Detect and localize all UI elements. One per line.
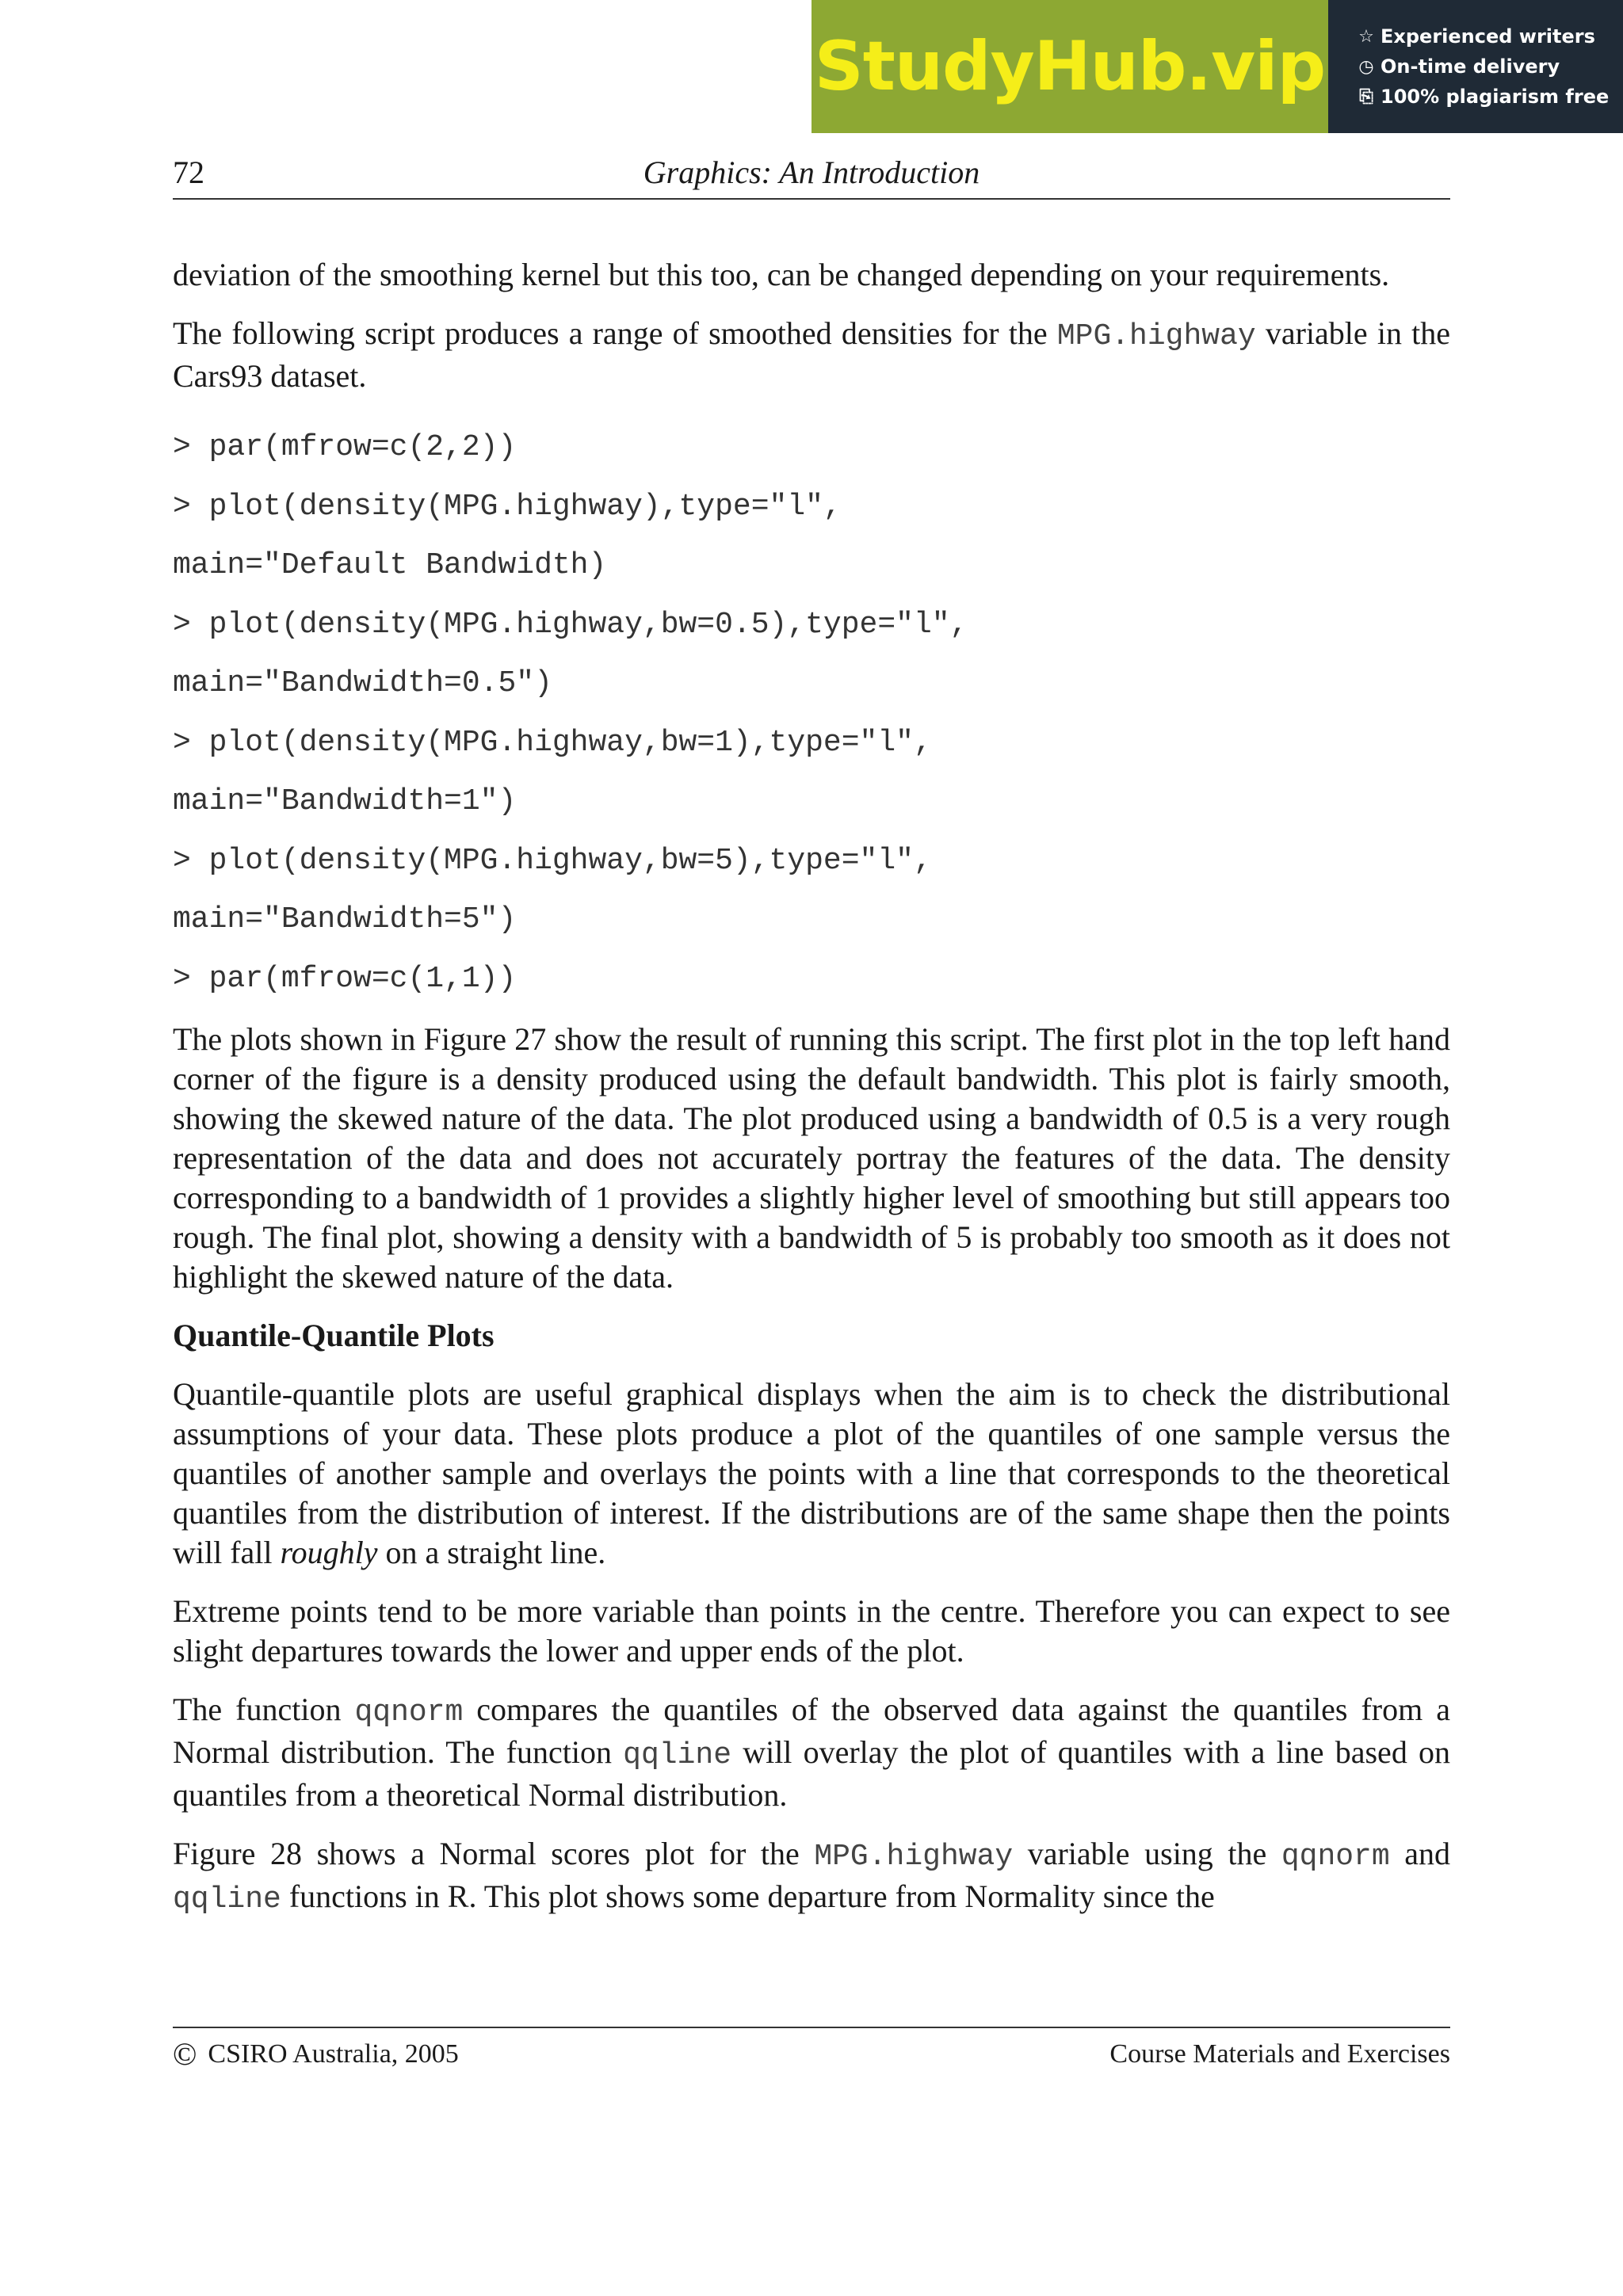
running-title: Graphics: An Introduction xyxy=(643,154,980,190)
text-run: variable in the Cars93 dataset. xyxy=(173,315,1450,394)
code-line: > par(mfrow=c(1,1)) xyxy=(173,961,517,996)
code-line: main="Default Bandwidth) xyxy=(173,548,607,582)
banner-feature-writers xyxy=(1357,25,1623,48)
page-content xyxy=(173,255,1450,1939)
code-line: main="Bandwidth=5") xyxy=(173,902,517,936)
banner-feature-plagiarism xyxy=(1357,86,1623,108)
code-line: > plot(density(MPG.highway,bw=1),type="l", xyxy=(173,725,932,760)
running-header xyxy=(173,154,1450,200)
code-line: > plot(density(MPG.highway,bw=0.5),type="l", xyxy=(173,607,968,642)
text-run: compares the quantiles of the observed data against the quantiles from a Normal distribution. The function xyxy=(173,1691,1450,1770)
text-run: The following script produces a range of smoothed densities for the xyxy=(173,315,1057,351)
inline-code: MPG.highway xyxy=(814,1840,1014,1874)
text-run: The function xyxy=(173,1691,355,1727)
copyright-text: CSIRO Australia, 2005 xyxy=(208,2039,459,2069)
studyhub-logo[interactable]: StudyHub.vip xyxy=(814,27,1326,106)
text-run: functions in R. This plot shows some departure from Normality since the xyxy=(281,1878,1215,1914)
text-run: will overlay the plot of quantiles with a line based on quantiles from a theoretical Normal distribution. xyxy=(173,1734,1451,1813)
banner-features xyxy=(1328,0,1623,133)
page-number: 72 xyxy=(173,154,204,190)
inline-code: qqnorm xyxy=(354,1695,464,1730)
paragraph-2 xyxy=(173,314,1450,396)
inline-code: MPG.highway xyxy=(1056,319,1256,353)
inline-code: qqnorm xyxy=(1281,1840,1390,1874)
code-line: main="Bandwidth=0.5") xyxy=(173,666,552,700)
paragraph-4 xyxy=(173,1375,1450,1573)
paragraph-1: deviation of the smoothing kernel but this too, can be changed depending on your requirements. xyxy=(173,257,1390,292)
code-line: main="Bandwidth=1") xyxy=(173,784,517,818)
banner-feature-label: 100% plagiarism free xyxy=(1381,86,1610,108)
ad-banner[interactable] xyxy=(812,0,1623,133)
paragraph-7 xyxy=(173,1834,1450,1920)
inline-code: qqline xyxy=(173,1882,281,1917)
code-line: > plot(density(MPG.highway),type="l", xyxy=(173,489,842,524)
inline-code: qqline xyxy=(623,1738,731,1772)
section-heading: Quantile-Quantile Plots xyxy=(173,1318,495,1353)
text-run: variable using the xyxy=(1013,1836,1281,1871)
banner-feature-delivery xyxy=(1357,55,1623,78)
banner-feature-label: Experienced writers xyxy=(1381,25,1595,48)
copyright-icon: © xyxy=(173,2036,197,2072)
text-run: Figure 28 shows a Normal scores plot for the xyxy=(173,1836,815,1871)
banner-logo-panel[interactable] xyxy=(812,0,1328,133)
copyright xyxy=(173,2036,459,2072)
clock-icon: ◷ xyxy=(1358,56,1374,77)
text-run: Quantile-quantile plots are useful graphical displays when the aim is to check the distributional assumptions of your data. These plots produce a plot of the quantiles of one sample versus the quantiles of another sample and overlays the points with a line that corresponds to the theoretical quantiles from the distribution of interest. If the distributions are of the same shape then the points will fall xyxy=(173,1376,1450,1570)
code-line: > par(mfrow=c(2,2)) xyxy=(173,430,517,464)
emphasis: roughly xyxy=(280,1535,378,1570)
page-footer xyxy=(173,2027,1450,2072)
paragraph-5: Extreme points tend to be more variable than points in the centre. Therefore you can expect to see slight departures towards the lower and upper ends of the plot. xyxy=(173,1593,1450,1669)
text-run: on a straight line. xyxy=(377,1535,606,1570)
copy-icon: ⎘ xyxy=(1359,86,1373,107)
code-line: > plot(density(MPG.highway,bw=5),type="l", xyxy=(173,843,932,878)
footer-right-text: Course Materials and Exercises xyxy=(1109,2039,1450,2069)
banner-feature-label: On-time delivery xyxy=(1381,55,1560,78)
code-block xyxy=(173,418,1450,1009)
paragraph-6 xyxy=(173,1690,1450,1815)
paragraph-3: The plots shown in Figure 27 show the result of running this script. The first plot in the top left hand corner of the figure is a density produced using the default bandwidth. This plot is fairly smooth, showing the skewed nature of the data. The plot produced using a bandwidth of 0.5 is a very rough representation of the data and does not accurately portray the features of the data. The density corresponding to a bandwidth of 1 provides a slightly higher level of smoothing but still appears too rough. The final plot, showing a density with a bandwidth of 5 is probably too smooth as it does not highlight the skewed nature of the data. xyxy=(173,1021,1450,1295)
star-icon: ☆ xyxy=(1358,26,1374,47)
text-run: and xyxy=(1389,1836,1451,1871)
